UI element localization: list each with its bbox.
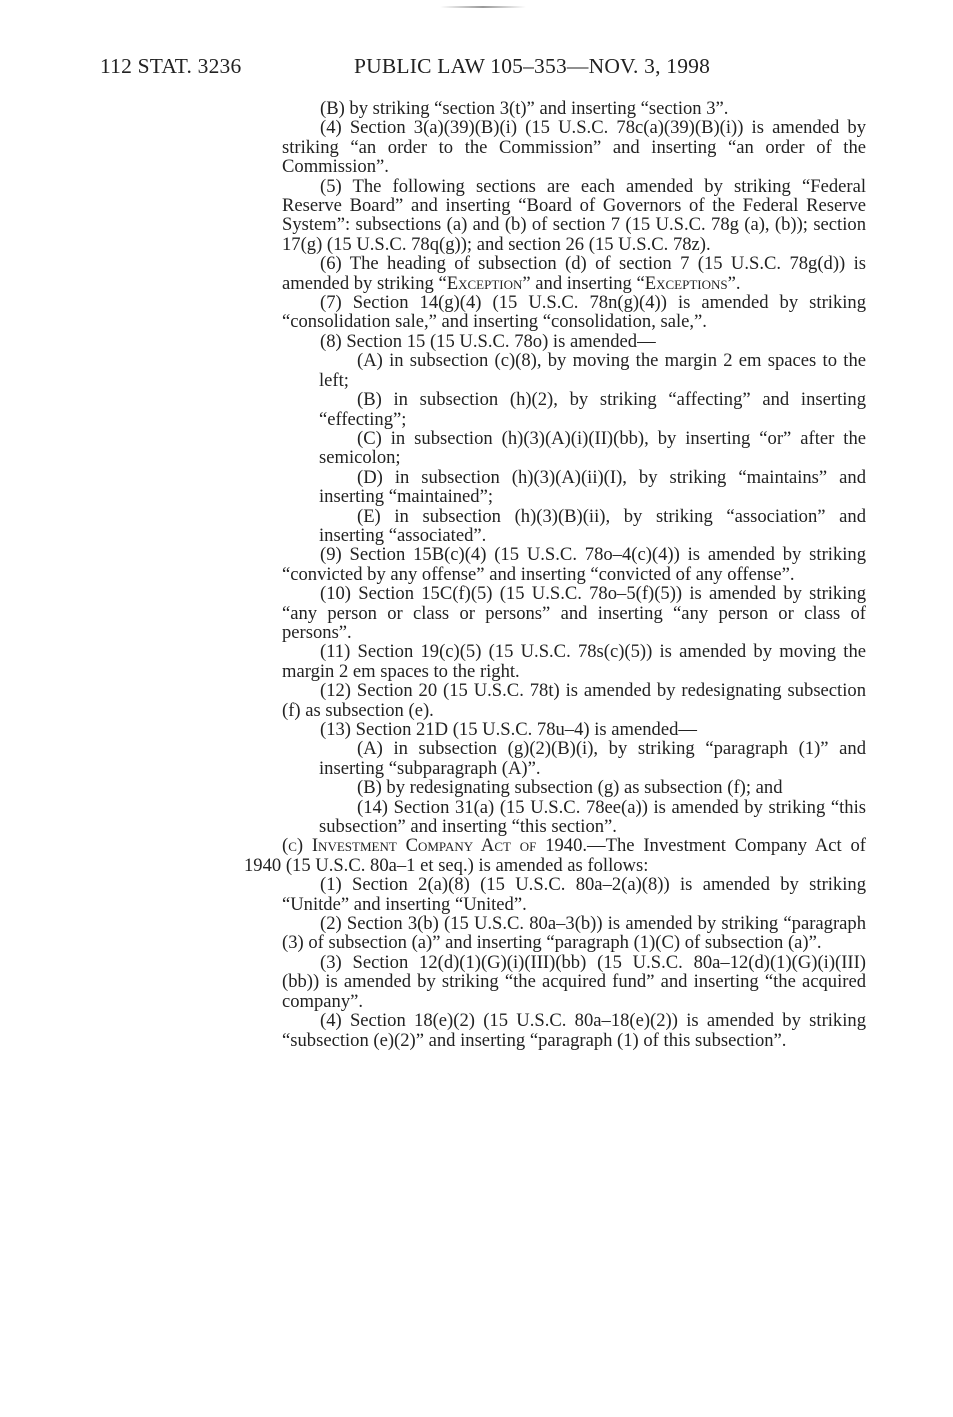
paragraph-4: (4) Section 3(a)(39)(B)(i) (15 U.S.C. 78c(a)(39)(B)(i)) is amended by striking “an order to the Commission” and inserting “an order of the Commission”. [282, 117, 866, 178]
paragraph-13a: (A) in subsection (g)(2)(B)(i), by striking “paragraph (1)” and inserting “subparagraph (A)”. [319, 738, 866, 779]
paragraph-8e: (E) in subsection (h)(3)(B)(ii), by striking “association” and inserting “associated”. [319, 505, 866, 546]
paragraph-13: (13) Section 21D (15 U.S.C. 78u–4) is amended— [320, 719, 697, 740]
public-law-reference: PUBLIC LAW 105–353—NOV. 3, 1998 [354, 54, 711, 78]
paragraph-5: (5) The following sections are each amended by striking “Federal Reserve Board” and inserting “Board of Governors of the Federal Reserve System”: subsections (a) and (b) of section 7 (15 U.S.C. 78g (a), (b)); section 17(g) (15 U.S.C. 78q(g)); and section 26 (15 U.S.C. 78z). [282, 175, 866, 255]
stat-reference: 112 STAT. 3236 [100, 54, 242, 78]
paragraph-c4: (4) Section 18(e)(2) (15 U.S.C. 80a–18(e)(2)) is amended by striking “subsection (e)(2)” and inserting “paragraph (1) of this subsection”. [282, 1010, 866, 1051]
subsection-c-heading: (c) Investment Company Act of 1940. [282, 835, 588, 857]
paragraph-6: (6) The heading of subsection (d) of section 7 (15 U.S.C. 78g(d)) is amended by striking “Exception” and inserting “Exceptions”. [282, 253, 866, 294]
paragraph-14: (14) Section 31(a) (15 U.S.C. 78ee(a)) is amended by striking “this subsection” and inserting “this section”. [319, 796, 866, 838]
paragraph-8b: (B) in subsection (h)(2), by striking “affecting” and inserting “effecting”; [319, 389, 866, 430]
paragraph-b-striking-section: (B) by striking “section 3(t)” and inserting “section 3”. [320, 98, 729, 119]
paragraph-11: (11) Section 19(c)(5) (15 U.S.C. 78s(c)(5)) is amended by moving the margin 2 em spaces to the right. [282, 641, 866, 682]
subsection-c-investment-company-act: (c) Investment Company Act of 1940.—The Investment Company Act of 1940 (15 U.S.C. 80a–1 et seq.) is amended as follows: [244, 835, 866, 876]
paragraph-10: (10) Section 15C(f)(5) (15 U.S.C. 78o–5(f)(5)) is amended by striking “any person or class or persons” and inserting “any person or class of persons”. [282, 583, 866, 643]
paragraph-12: (12) Section 20 (15 U.S.C. 78t) is amended by redesignating subsection (f) as subsection (e). [282, 680, 866, 721]
paragraph-c3: (3) Section 12(d)(1)(G)(i)(III)(bb) (15 U.S.C. 80a–12(d)(1)(G)(i)(III)(bb)) is amended by striking “the acquired fund” and inserting “the acquired company”. [282, 951, 866, 1012]
scan-artifact [440, 6, 526, 8]
paragraph-8c: (C) in subsection (h)(3)(A)(i)(II)(bb), by inserting “or” after the semicolon; [319, 427, 866, 469]
paragraph-c1: (1) Section 2(a)(8) (15 U.S.C. 80a–2(a)(8)) is amended by striking “Unitde” and inserting “United”. [282, 874, 866, 915]
paragraph-c2: (2) Section 3(b) (15 U.S.C. 80a–3(b)) is amended by striking “paragraph (3) of subsection (a)” and inserting “paragraph (1)(C) of subsection (a)”. [282, 913, 866, 954]
paragraph-13b: (B) by redesignating subsection (g) as subsection (f); and [357, 777, 783, 799]
paragraph-8: (8) Section 15 (15 U.S.C. 78o) is amended— [320, 330, 656, 352]
document-body [244, 98, 866, 1051]
paragraph-9: (9) Section 15B(c)(4) (15 U.S.C. 78o–4(c)(4)) is amended by striking “convicted by any offense” and inserting “convicted of any offense”. [282, 544, 866, 585]
paragraph-7: (7) Section 14(g)(4) (15 U.S.C. 78n(g)(4)) is amended by striking “consolidation sale,” and inserting “consolidation, sale,”. [282, 292, 866, 333]
paragraph-8a: (A) in subsection (c)(8), by moving the margin 2 em spaces to the left; [319, 350, 866, 391]
paragraph-8d: (D) in subsection (h)(3)(A)(ii)(I), by striking “maintains” and inserting “maintained”; [319, 466, 866, 508]
